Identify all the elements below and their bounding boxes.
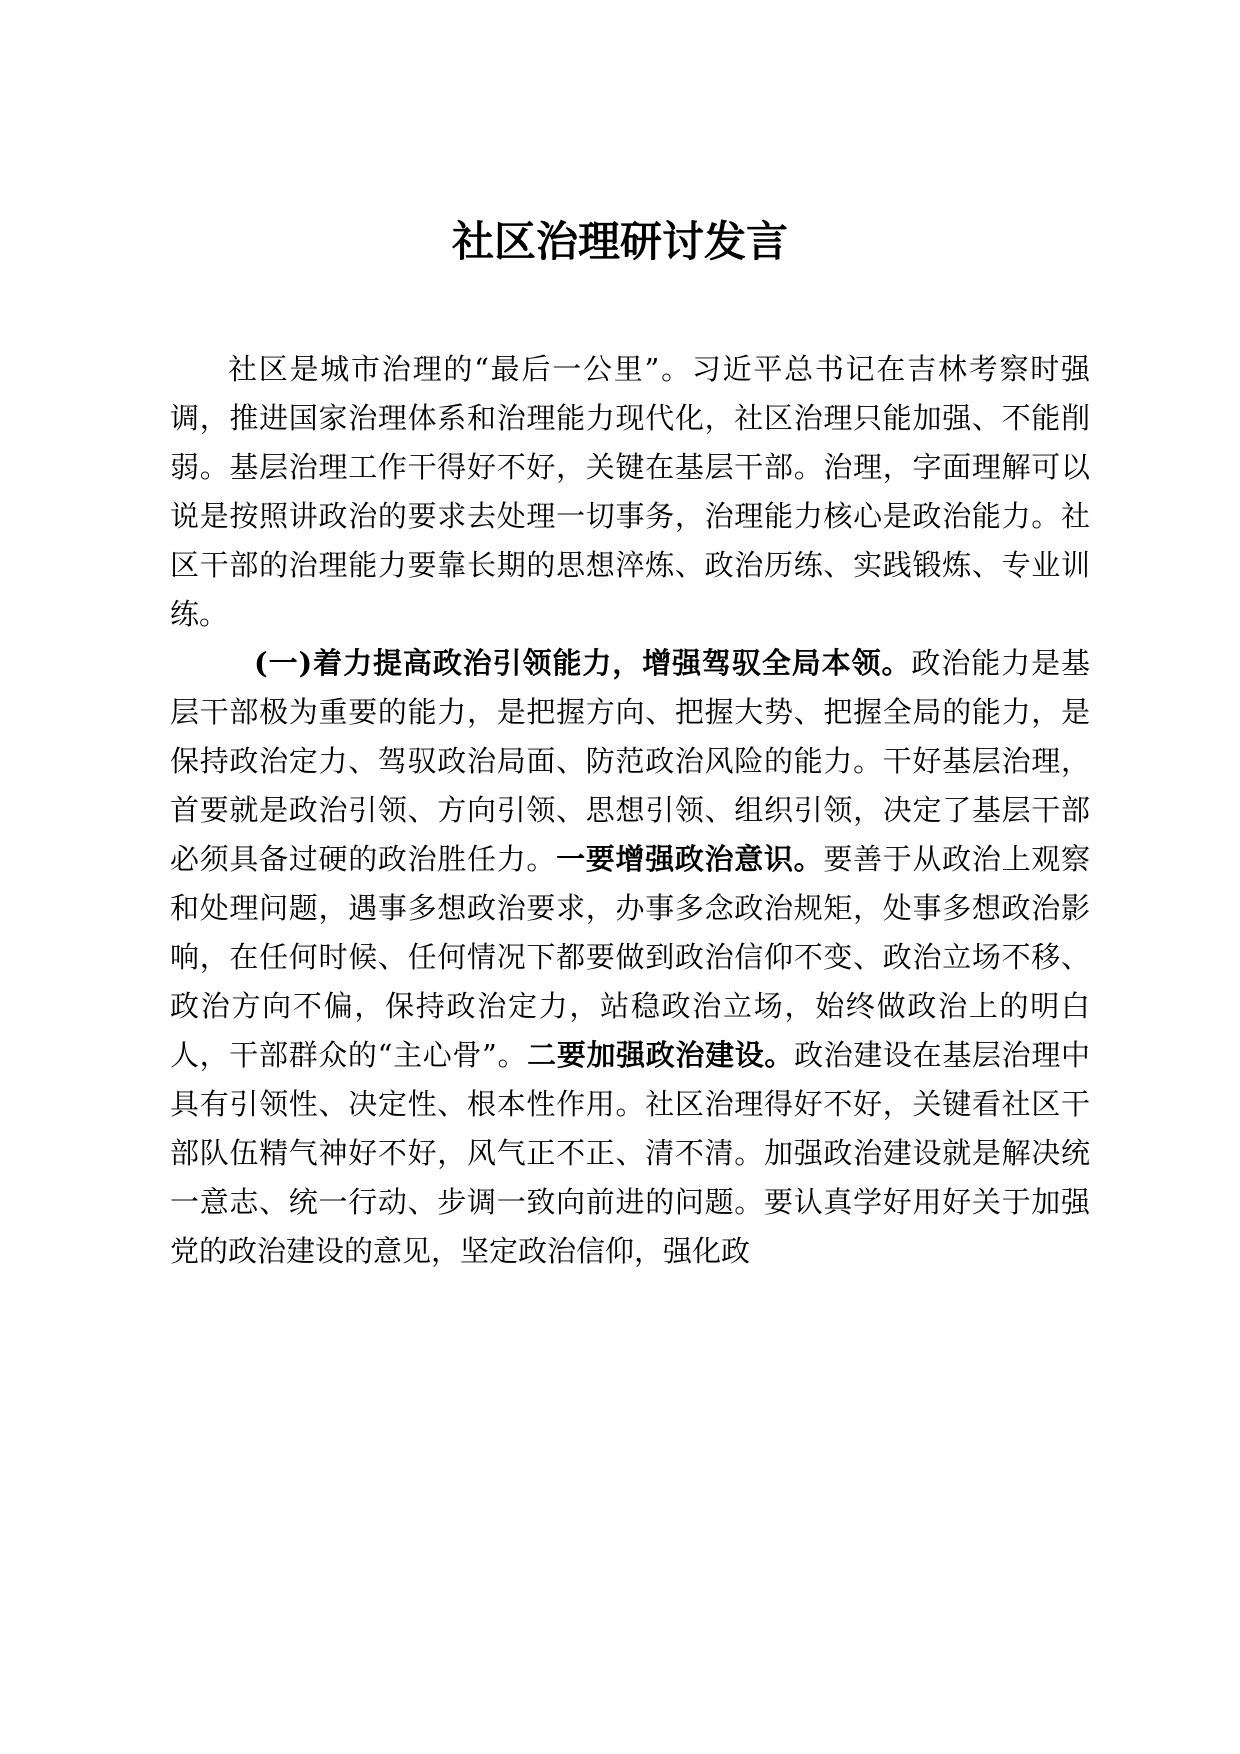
point-one-text: 要善于从政治上观察和处理问题，遇事多想政治要求，办事多念政治规矩，处事多想政治影响，在任何时候、任何情况下都要做到政治信仰不变、政治立场不移、政治方向不偏，保持政治定力，站稳政治立场，始终做政治上的明白人，干部群众的“主心骨”。: [170, 842, 1090, 1072]
section-text: 政治能力是基层干部极为重要的能力，是把握方向、把握大势、把握全局的能力，是保持政治定力、驾驭政治局面、防范政治风险的能力。干好基层治理，首要就是政治引领、方向引领、思想引领、组织引领，决定了基层干部必须具备过硬的政治胜任力。: [170, 646, 1090, 876]
point-one-heading: 一要增强政治意识。: [556, 842, 824, 876]
document-body: [170, 345, 1090, 1276]
paragraph-intro: 社区是城市治理的“最后一公里”。习近平总书记在吉林考察时强调，推进国家治理体系和治理能力现代化，社区治理只能加强、不能削弱。基层治理工作干得好不好，关键在基层干部。治理，字面理解可以说是按照讲政治的要求去处理一切事务，治理能力核心是政治能力。社区干部的治理能力要靠长期的思想淬炼、政治历练、实践锻炼、专业训练。: [170, 352, 1090, 631]
section-heading: (一)着力提高政治引领能力，增强驾驭全局本领。: [254, 646, 912, 680]
paragraph-section-one: [170, 639, 1090, 1276]
point-two-text: 政治建设在基层治理中具有引领性、决定性、根本性作用。社区治理得好不好，关键看社区干部队伍精气神好不好，风气正不正、清不清。加强政治建设就是解决统一意志、统一行动、步调一致向前进的问题。要认真学好用好关于加强党的政治建设的意见，坚定政治信仰，强化政: [170, 1038, 1090, 1268]
document-title: 社区治理研讨发言: [451, 217, 788, 266]
point-two-heading: 二要加强政治建设。: [527, 1038, 795, 1072]
